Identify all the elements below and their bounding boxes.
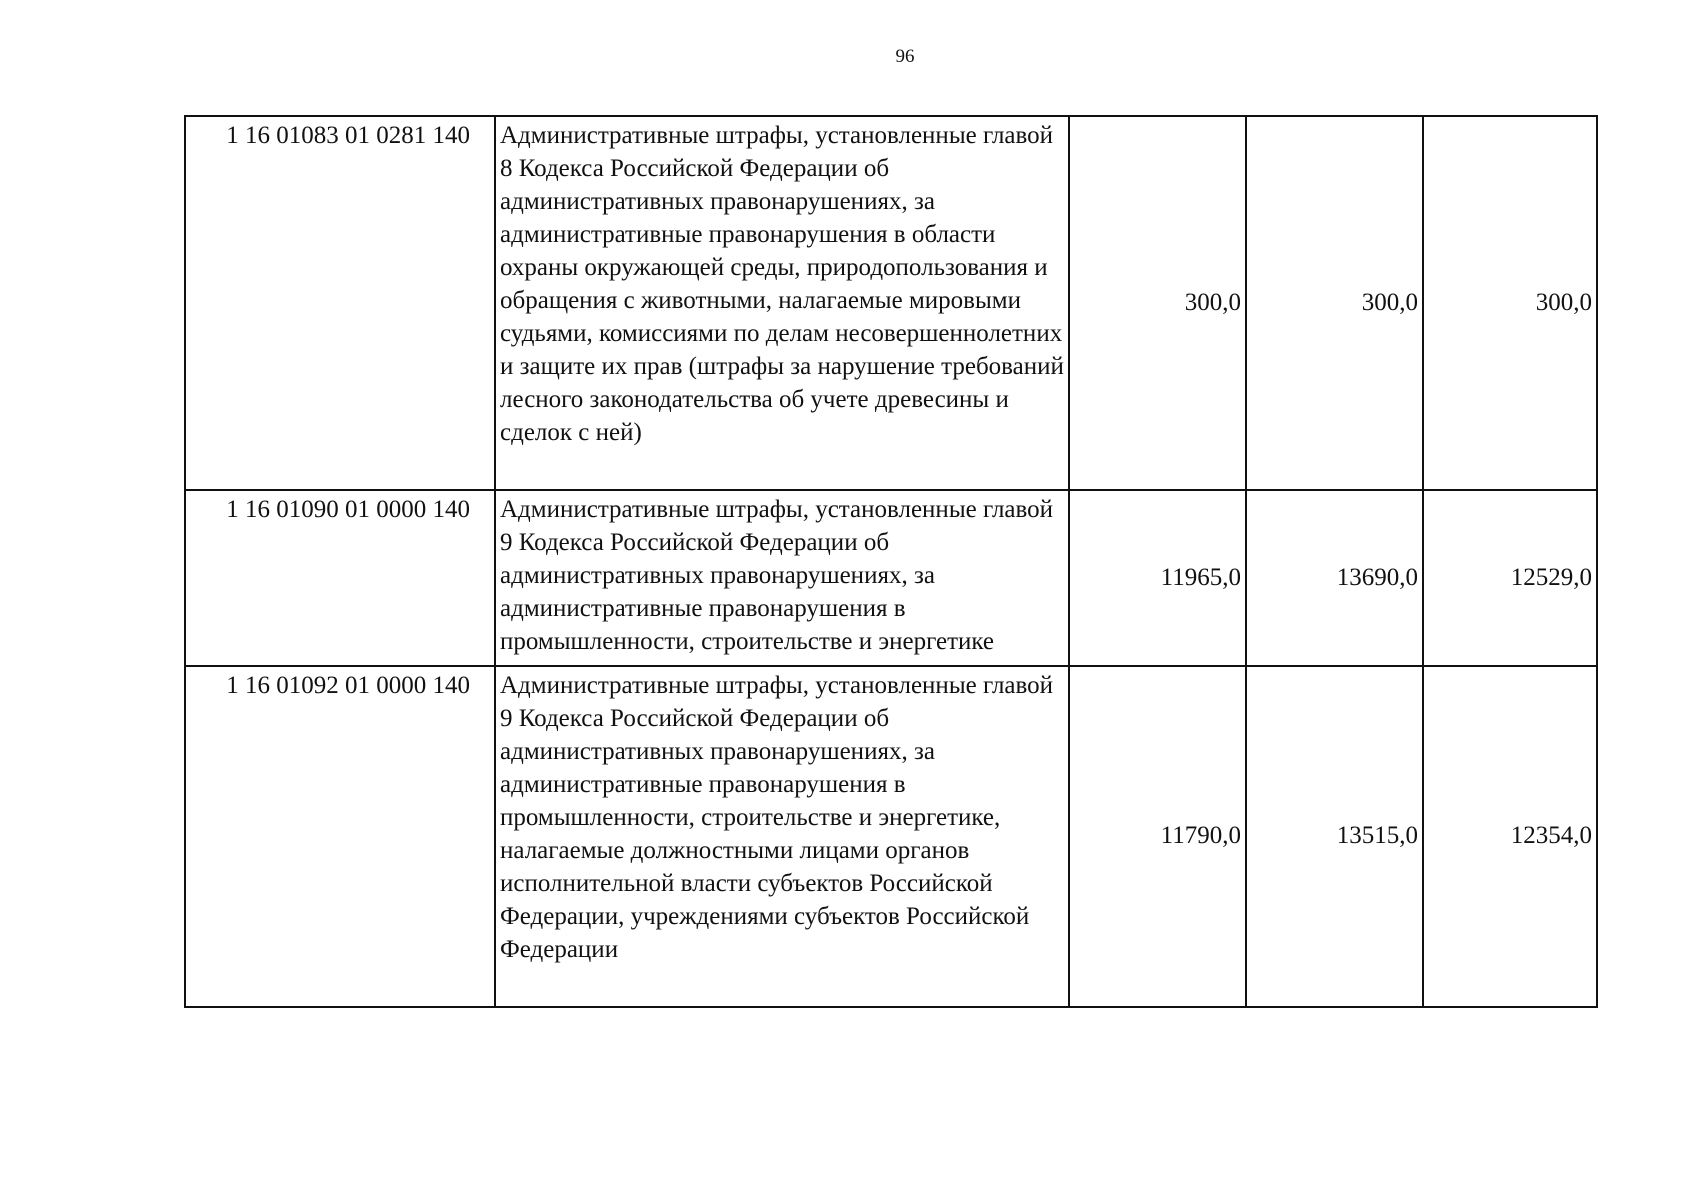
amount-cell-year-3: 12354,0 [1423, 666, 1597, 1007]
table-row [185, 666, 1597, 1007]
amount-cell-year-1: 11965,0 [1069, 490, 1246, 666]
revenue-name-cell: Административные штрафы, установленные главой 8 Кодекса Российской Федерации об административных правонарушениях, за административные правонарушения в области охраны окружающей среды, природопользования и обращения с животными, налагаемые мировыми судьями, комиссиями по делам несовершеннолетних и защите их прав (штрафы за нарушение требований лесного законодательства об учете древесины и сделок с ней) [495, 116, 1069, 490]
revenue-table [184, 115, 1598, 1008]
budget-code-cell: 1 16 01083 01 0281 140 [185, 116, 495, 490]
table-row [185, 116, 1597, 490]
amount-cell-year-2: 300,0 [1246, 116, 1423, 490]
page-number: 96 [895, 46, 915, 67]
amount-cell-year-3: 12529,0 [1423, 490, 1597, 666]
amount-cell-year-2: 13690,0 [1246, 490, 1423, 666]
amount-cell-year-1: 300,0 [1069, 116, 1246, 490]
table-row [185, 490, 1597, 666]
budget-code-cell: 1 16 01090 01 0000 140 [185, 490, 495, 666]
amount-cell-year-2: 13515,0 [1246, 666, 1423, 1007]
revenue-name-cell: Административные штрафы, установленные главой 9 Кодекса Российской Федерации об административных правонарушениях, за административные правонарушения в промышленности, строительстве и энергетике, налагаемые должностными лицами органов исполнительной власти субъектов Российской Федерации, учреждениями субъектов Российской Федерации [495, 666, 1069, 1007]
budget-code-cell: 1 16 01092 01 0000 140 [185, 666, 495, 1007]
amount-cell-year-1: 11790,0 [1069, 666, 1246, 1007]
revenue-name-cell: Административные штрафы, установленные главой 9 Кодекса Российской Федерации об административных правонарушениях, за административные правонарушения в промышленности, строительстве и энергетике [495, 490, 1069, 666]
amount-cell-year-3: 300,0 [1423, 116, 1597, 490]
